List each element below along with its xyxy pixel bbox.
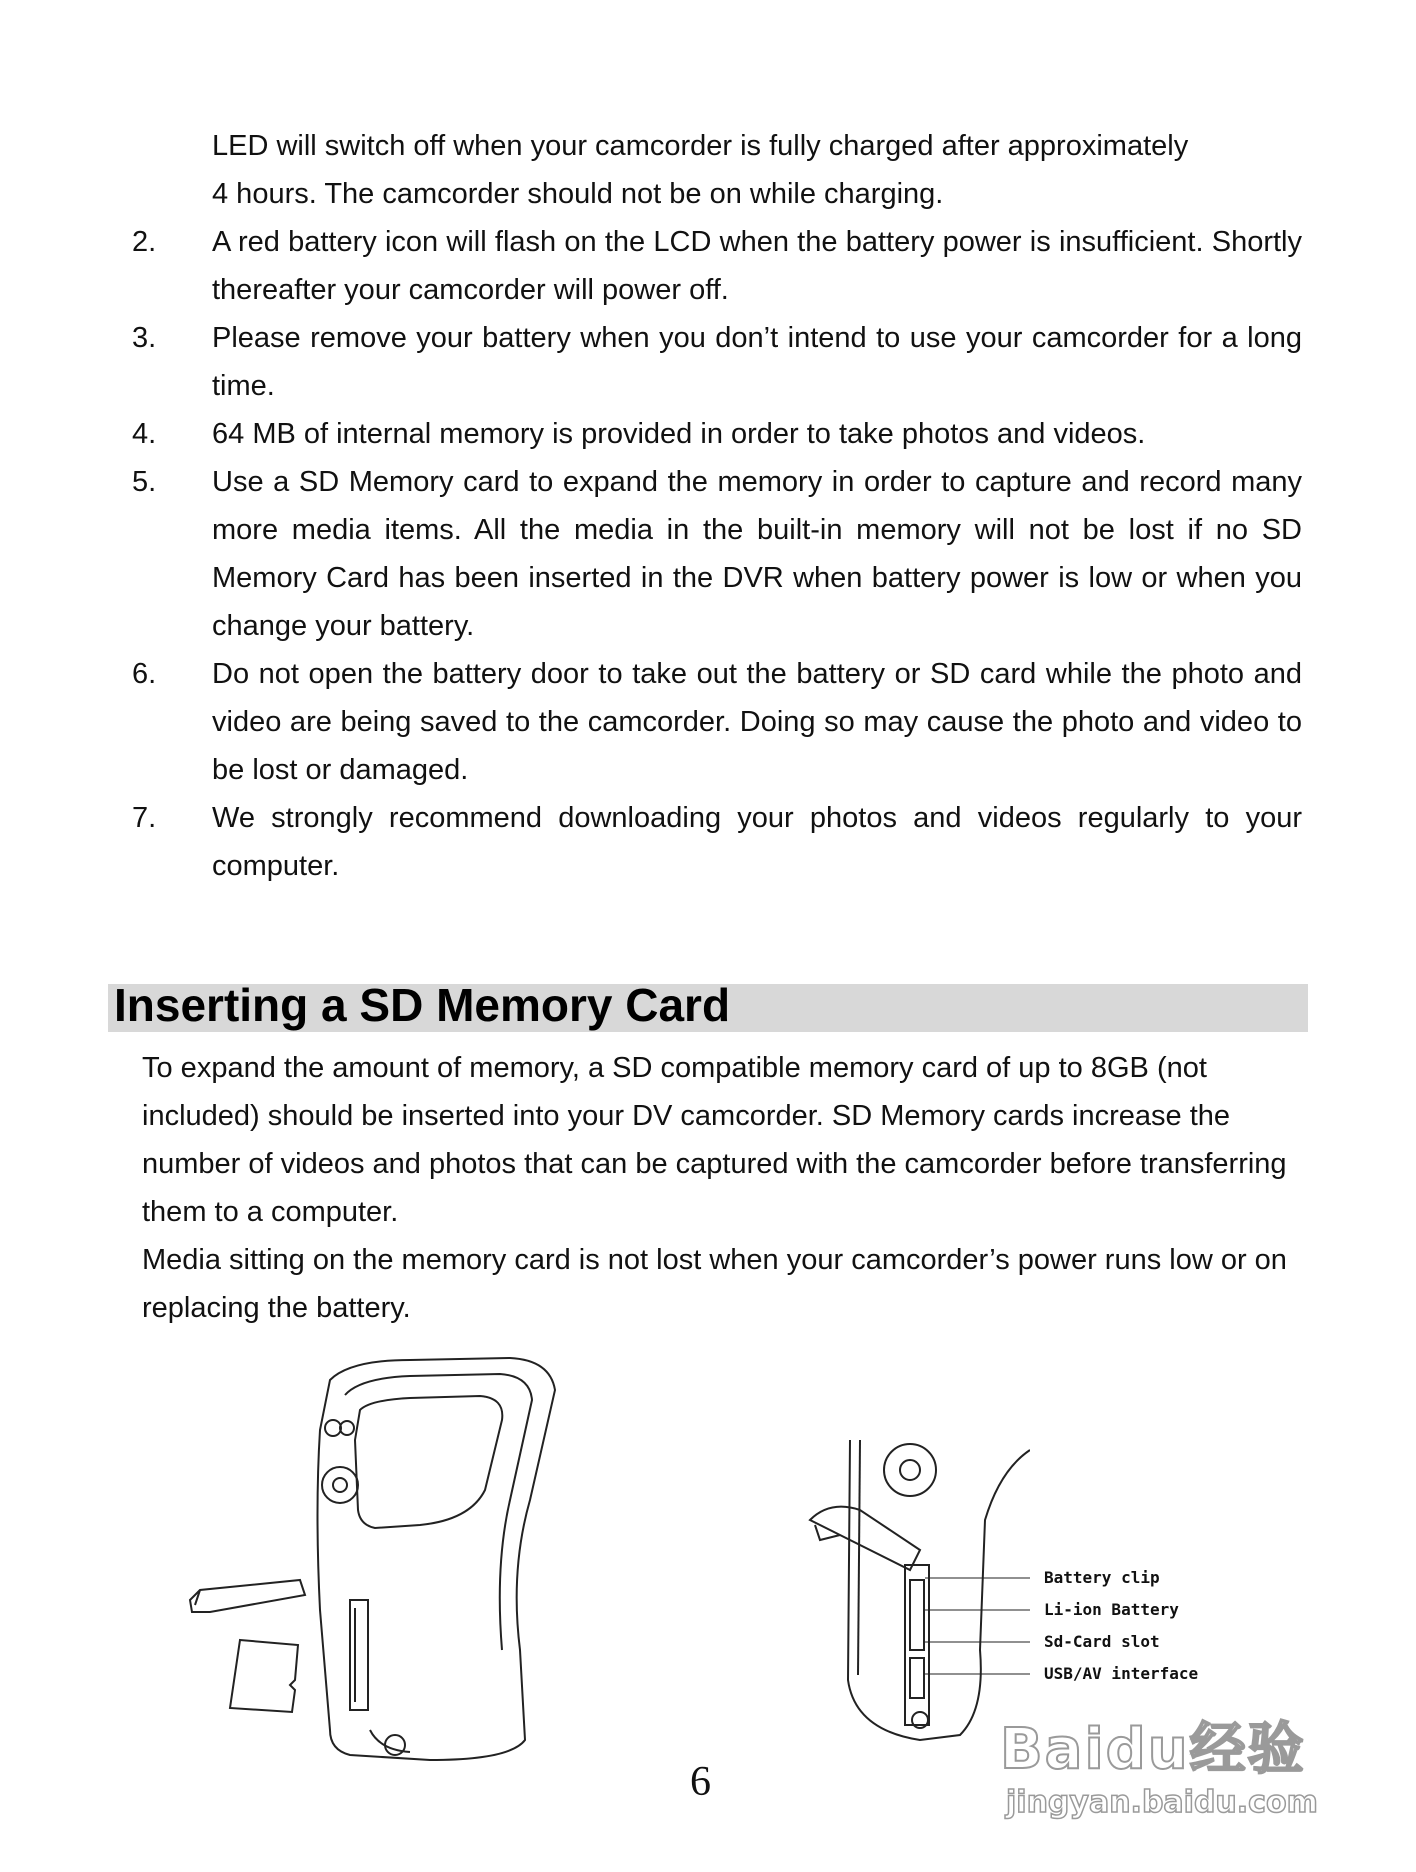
list-item <box>132 314 1302 410</box>
watermark-url: jingyan.baidu.com <box>1006 1785 1318 1820</box>
list-item-number: 4. <box>132 418 157 450</box>
label-sd-card-slot: Sd-Card slot <box>1044 1632 1160 1651</box>
list-item-text: Use a SD Memory card to expand the memory in order to capture and record many more media items. All the media in the built-in memory will not be lost if no SD Memory Card has been inserted in the DVR when battery power is low or when you change your battery. <box>212 466 1302 642</box>
list-item-text: Do not open the battery door to take out the battery or SD card while the photo and video are being saved to the camcorder. Doing so may cause the photo and video to be lost or damaged. <box>212 658 1302 786</box>
section-body <box>142 1044 1292 1332</box>
list-item <box>132 458 1302 650</box>
intro-line-2: 4 hours. The camcorder should not be on while charging. <box>212 178 944 210</box>
label-battery-clip: Battery clip <box>1044 1568 1160 1587</box>
list-item <box>132 410 1302 458</box>
section-paragraph-1: To expand the amount of memory, a SD compatible memory card of up to 8GB (not included) should be inserted into your DV camcorder. SD Memory cards increase the number of videos and photos that can be captured with the camcorder before transferring them to a computer. <box>142 1052 1287 1228</box>
list-item <box>132 794 1302 890</box>
camcorder-battery-compartment-illustration <box>800 1430 1030 1760</box>
label-li-ion-battery: Li-ion Battery <box>1044 1600 1179 1619</box>
list-item-text: We strongly recommend downloading your photos and videos regularly to your computer. <box>212 802 1302 882</box>
list-item-text: 64 MB of internal memory is provided in order to take photos and videos. <box>212 418 1146 450</box>
intro-continuation <box>212 122 1188 218</box>
list-item-number: 2. <box>132 226 157 258</box>
list-item-number: 6. <box>132 658 157 690</box>
label-usb-av-interface: USB/AV interface <box>1044 1664 1199 1683</box>
page-number: 6 <box>690 1759 711 1805</box>
list-item-text: Please remove your battery when you don’t intend to use your camcorder for a long time. <box>212 322 1302 402</box>
watermark-logo: Baidu经验 <box>1000 1717 1306 1782</box>
section-heading: Inserting a SD Memory Card <box>114 979 731 1031</box>
list-item-number: 3. <box>132 322 157 354</box>
section-paragraph-2: Media sitting on the memory card is not lost when your camcorder’s power runs low or on replacing the battery. <box>142 1244 1287 1324</box>
baidu-watermark <box>1000 1705 1340 1855</box>
list-item-number: 5. <box>132 466 157 498</box>
list-item-number: 7. <box>132 802 157 834</box>
camcorder-card-insert-illustration <box>180 1350 600 1770</box>
list-item <box>132 650 1302 794</box>
list-item-text: A red battery icon will flash on the LCD when the battery power is insufficient. Shortly thereafter your camcorder will power off. <box>212 226 1302 306</box>
intro-line-1: LED will switch off when your camcorder is fully charged after approximately <box>212 130 1189 162</box>
numbered-list <box>132 218 1302 890</box>
list-item <box>132 218 1302 314</box>
